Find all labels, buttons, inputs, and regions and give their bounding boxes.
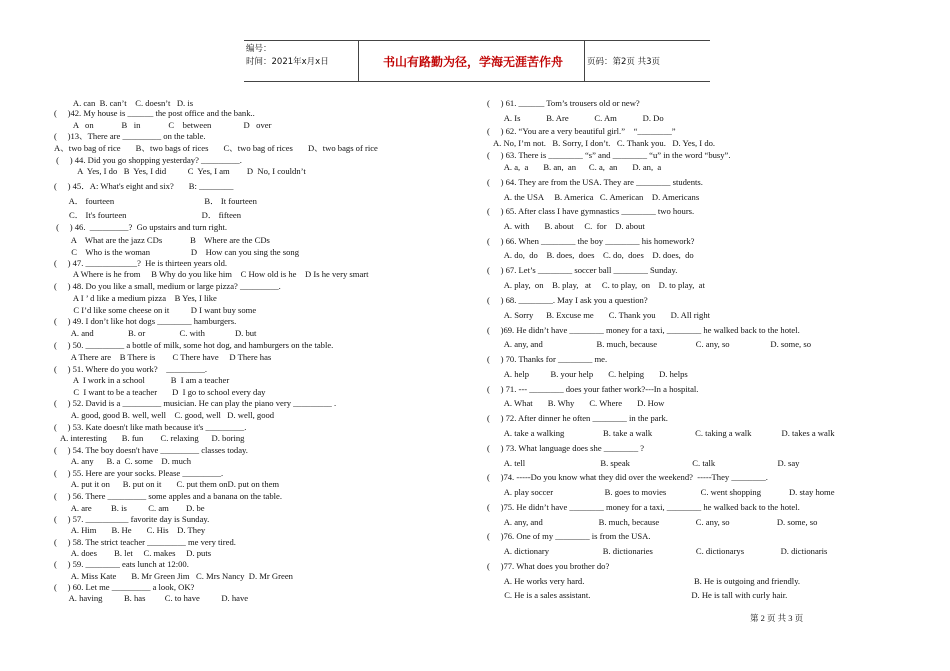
right-question-line: ( ) 66. When ________ the boy ________ his homework? [487, 236, 695, 246]
right-question-line: A. What B. Why C. Where D. How [487, 398, 665, 408]
left-question-line: A Where is he from B Why do you like him C How old is he D Is he very smart [54, 269, 369, 279]
right-question-line: ( ) 67. Let’s ________ soccer ball ________ Sunday. [487, 265, 678, 275]
left-question-line: ( ) 55. Here are your socks. Please _________. [54, 468, 224, 478]
left-question-line: ( ) 53. Kate doesn't like math because it's _________. [54, 422, 247, 432]
left-question-line: A What are the jazz CDs B Where are the CDs [54, 235, 270, 245]
header-page-count: 页码：第2页 共3页 [587, 57, 661, 67]
right-question-line: ( )77. What does you brother do? [487, 561, 610, 571]
right-question-line: A. Sorry B. Excuse me C. Thank you D. All right [487, 310, 711, 320]
right-question-line: ( )74. -----Do you know what they did over the weekend? -----They ________. [487, 472, 768, 482]
left-question-line: ( ) 56. There _________ some apples and a banana on the table. [54, 491, 282, 501]
right-question-line: A. Is B. Are C. Am D. Do [487, 113, 664, 123]
right-question-line: A. play soccer B. goes to movies C. went shopping D. stay home [487, 487, 835, 497]
right-question-line: A. tell B. speak C. talk D. say [487, 458, 800, 468]
right-question-line: A. dictionary B. dictionaries C. dictionarys D. dictionaris [487, 546, 828, 556]
left-question-line: ( ) 50. _________ a bottle of milk, some hot dog, and hamburgers on the table. [54, 340, 334, 350]
header-divider [358, 41, 359, 81]
right-question-line: A. any, and B. much, because C. any, so D. some, so [487, 517, 818, 527]
right-question-line: ( ) 71. --- ________ does your father work?---In a hospital. [487, 384, 699, 394]
right-question-line: A. take a walking B. take a walk C. taking a walk D. takes a walk [487, 428, 835, 438]
right-question-line: ( ) 62. “You are a very beautiful girl.” “________” [487, 126, 676, 136]
left-question-line: A I ’ d like a medium pizza B Yes, I like [54, 293, 217, 303]
right-question-line: A. the USA B. America C. American D. Americans [487, 192, 700, 202]
right-question-line: A. with B. about C. for D. about [487, 221, 645, 231]
document-header [244, 40, 710, 82]
left-question-line: ( ) 57. __________ favorite day is Sunday. [54, 514, 210, 524]
left-question-line: ( ) 48. Do you like a small, medium or large pizza? _________. [54, 281, 281, 291]
left-question-line: C． It's fourteen D． fifteen [54, 210, 242, 220]
right-question-line: ( ) 73. What language does she ________ ? [487, 443, 645, 453]
right-question-line: ( ) 65. After class I have gymnastics ________ two hours. [487, 206, 695, 216]
left-question-line: A. are B. is C. am D. be [54, 503, 205, 513]
right-question-line: A. He works very hard. B. He is outgoing and friendly. [487, 576, 801, 586]
left-question-line: ( ) 51. Where do you work? _________. [54, 364, 208, 374]
right-question-line: ( )69. He didn’t have ________ money for a taxi, ________ he walked back to the hotel. [487, 325, 800, 335]
left-question-line: ( ) 58. The strict teacher _________ me very tired. [54, 537, 236, 547]
left-question-line: A. does B. let C. makes D. puts [54, 548, 212, 558]
right-question-line: C. He is a sales assistant. D. He is tall with curly hair. [487, 590, 788, 600]
left-question-line: A. can B. can’t C. doesn’t D. is [54, 98, 194, 108]
right-question-line: A. a, a B. an, an C. a, an D. an, a [487, 162, 662, 172]
right-question-line: ( )76. One of my ________ is from the USA. [487, 531, 651, 541]
left-question-line: A I work in a school B I am a teacher [54, 375, 230, 385]
right-question-line: A. No, I’m not. B. Sorry, I don’t. C. Thank you. D. Yes, I do. [487, 138, 716, 148]
left-question-line: ( ) 52. David is a _________ musician. He can play the piano very _________ . [54, 398, 337, 408]
left-question-line: A. Miss Kate B. Mr Green Jim C. Mrs Nancy D. Mr Green [54, 571, 293, 581]
document-number-label: 编号： [246, 44, 272, 54]
left-question-line: ( ) 60. Let me _________ a look, OK? [54, 582, 195, 592]
left-question-line: A. interesting B. fun C. relaxing D. boring [54, 433, 245, 443]
left-question-line: A. having B. has C. to have D. have [54, 593, 249, 603]
left-question-line: A There are B There is C There have D There has [54, 352, 272, 362]
right-question-line: ( ) 61. ______ Tom’s trousers old or new? [487, 98, 640, 108]
right-question-line: ( ) 70. Thanks for ________ me. [487, 354, 608, 364]
left-question-line: ( ) 54. The boy doesn't have _________ classes today. [54, 445, 248, 455]
right-question-line: ( ) 72. After dinner he often ________ in the park. [487, 413, 668, 423]
left-question-line: A. any B. a C. some D. much [54, 456, 192, 466]
left-question-line: ( ) 47. ____________? He is thirteen years old. [54, 258, 228, 268]
right-question-line: ( )75. He didn’t have ________ money for a taxi, ________ he walked back to the hotel. [487, 502, 800, 512]
header-motto: 书山有路勤为径，学海无涯苦作舟 [382, 55, 563, 69]
left-question-line: A Yes, I do B Yes, I did C Yes, I am D No, I couldn’t [54, 166, 306, 176]
left-question-line: C I’d like some cheese on it D I want buy some [54, 305, 257, 315]
right-question-line: A. play, on B. play, at C. to play, on D. to play, at [487, 280, 705, 290]
left-question-line: C Who is the woman D How can you sing the song [54, 247, 299, 257]
left-question-line: A. good, good B. well, well C. good, well D. well, good [54, 410, 275, 420]
header-divider [584, 41, 585, 81]
left-question-line: A. Him B. He C. His D. They [54, 525, 206, 535]
left-question-line: ( ) 49. I don’t like hot dogs ________ hamburgers. [54, 316, 237, 326]
left-question-line: ( )42. My house is ______ the post office and the bank.. [54, 108, 255, 118]
right-question-line: A. help B. your help C. helping D. helps [487, 369, 688, 379]
left-question-line: C I want to be a teacher D I go to school every day [54, 387, 266, 397]
right-question-line: ( ) 63. There is ________ “s” and ________ “u” in the word “busy”. [487, 150, 731, 160]
left-question-line: A． fourteen B． It fourteen [54, 196, 257, 206]
right-question-line: ( ) 68. ________. May I ask you a question? [487, 295, 648, 305]
page-footer: 第 2 页 共 3 页 [750, 613, 804, 623]
left-question-line: A on B in C between D over [54, 120, 272, 130]
left-question-line: A、two bag of rice B、two bags of rices C、two bag of rices D、two bags of rice [54, 143, 378, 153]
header-meta [246, 43, 329, 69]
left-question-line: ( ) 45．A: What's eight and six? B: ________ [54, 181, 234, 191]
document-time-label: 时间：2021年x月x日 [246, 57, 329, 67]
right-question-line: ( ) 64. They are from the USA. They are ________ students. [487, 177, 703, 187]
left-question-line: A. put it on B. put on it C. put them onD. put on them [54, 479, 280, 489]
left-question-line: ( )13、There are _________ on the table. [54, 131, 206, 141]
left-question-line: ( ) 59. ________ eats lunch at 12:00. [54, 559, 189, 569]
right-question-line: A. any, and B. much, because C. any, so D. some, so [487, 339, 811, 349]
right-question-line: A. do, do B. does, does C. do, does D. does, do [487, 250, 694, 260]
left-question-line: A. and B. or C. with D. but [54, 328, 257, 338]
left-question-line: ( ) 46. _________? Go upstairs and turn right. [54, 222, 228, 232]
left-question-line: ( ) 44. Did you go shopping yesterday? _________. [54, 155, 242, 165]
